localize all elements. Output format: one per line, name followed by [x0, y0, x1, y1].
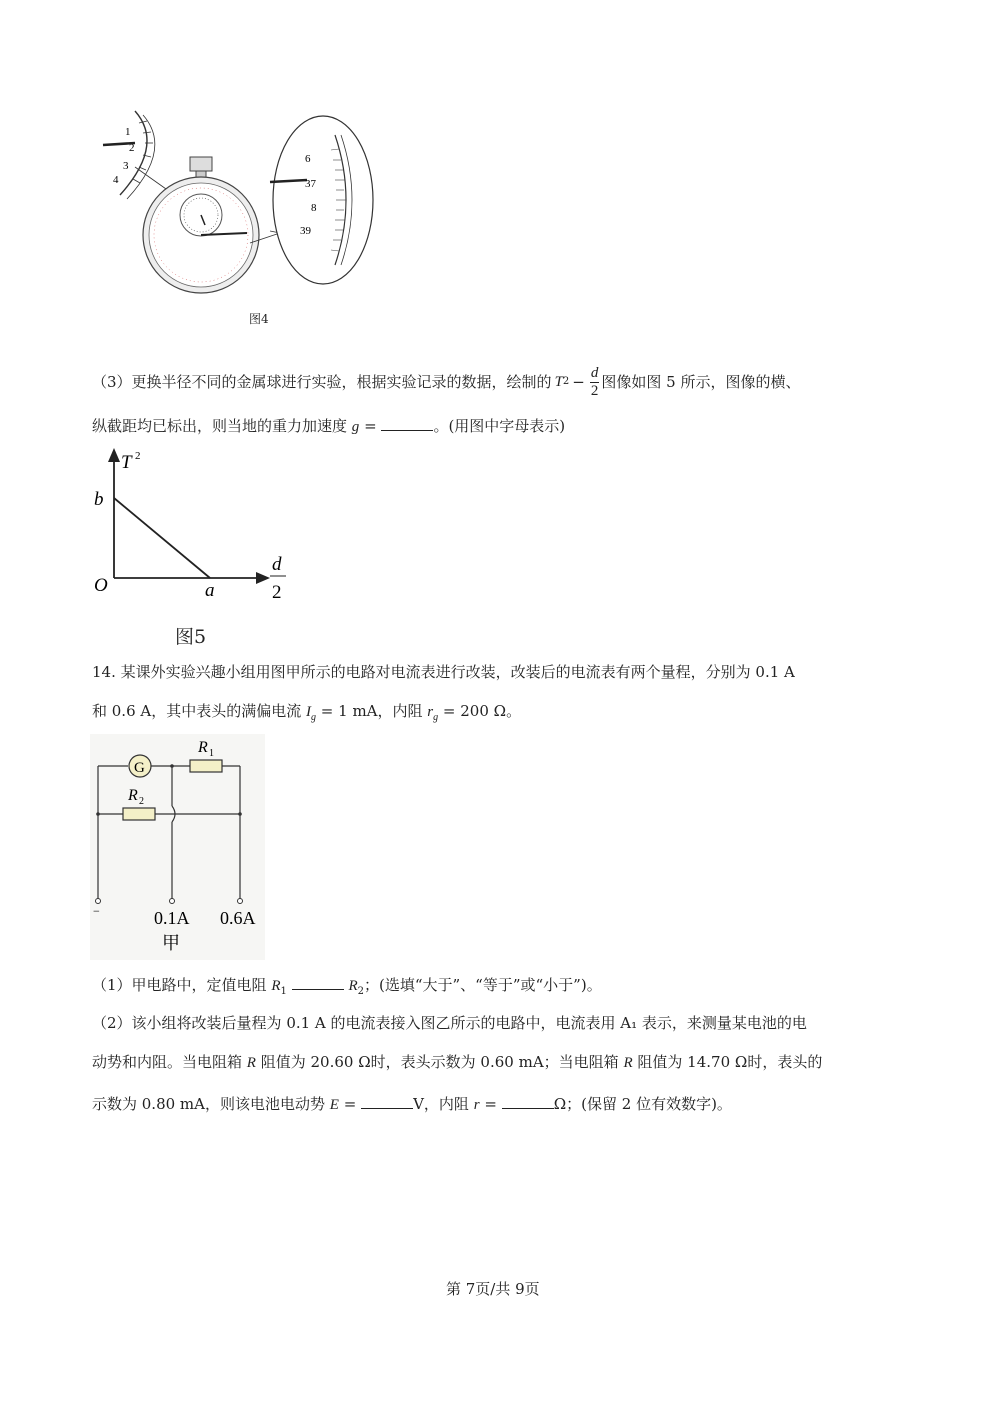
p1-R2: R: [348, 978, 358, 994]
scale-label-1: 1: [125, 126, 131, 138]
R1-label: R: [198, 739, 208, 756]
q14-Ig-sub: g: [311, 712, 317, 723]
figure-5-graph: [88, 448, 298, 608]
p2-line2-b: 阻值为 20.60 Ω时，表头示数为 0.60 mA；当电阻箱: [260, 1053, 619, 1071]
q14-line2-b: = 1 mA，内阻: [320, 702, 423, 720]
p2-R-1: R: [246, 1055, 256, 1071]
q3-text-1: 更换半径不同的金属球进行实验，根据实验记录的数据，绘制的: [131, 372, 552, 391]
q3-line-1: [92, 360, 800, 404]
p2-r-blank[interactable]: [502, 1096, 554, 1109]
figure-4-caption: 图4: [249, 312, 269, 326]
q14-rg-sub: g: [433, 712, 439, 723]
p2-E: E: [329, 1097, 339, 1113]
part-2-line-1: （2）该小组将改装后量程为 0.1 A 的电流表接入图乙所示的电路中，电流表用 A₁ 表示，来测量某电池的电: [92, 1014, 807, 1032]
circuit-caption: 甲: [162, 933, 180, 953]
part-1-line: [92, 977, 602, 997]
q3-g: g: [351, 419, 360, 435]
x-axis-den: 2: [272, 582, 282, 603]
q3-fraction: [590, 365, 600, 399]
q3-T: T: [554, 373, 563, 390]
mag-label-39: 39: [300, 225, 311, 237]
p1-R1-sub: 1: [280, 986, 287, 997]
q14-line2-c: = 200 Ω。: [442, 702, 522, 720]
R1-sub: 1: [209, 748, 214, 759]
q3-label: （3）: [92, 372, 132, 391]
y-axis-exp: 2: [135, 450, 141, 462]
q14-rg: r: [427, 704, 434, 720]
p2-line3-c: Ω；(保留 2 位有效数字)。: [553, 1095, 732, 1113]
q3-answer-blank[interactable]: [381, 418, 433, 431]
mag-label-6: 6: [305, 153, 311, 165]
q3-minus: −: [572, 372, 585, 391]
q3-exp: 2: [562, 376, 570, 387]
q14-Ig: I: [306, 704, 312, 720]
part-2-line-3: [92, 1096, 732, 1113]
origin-label: O: [94, 575, 108, 596]
galvanometer-G: G: [134, 760, 145, 776]
p2-line2-a: 动势和内阻。当电阻箱: [92, 1053, 243, 1071]
circuit-diagram: [90, 734, 265, 960]
q3-line2-b: 。(用图中字母表示): [433, 417, 566, 435]
mag-label-37: 37: [305, 178, 316, 190]
p2-r: r: [473, 1097, 480, 1113]
y-axis-T: T: [121, 452, 132, 473]
q3-frac-den: 2: [590, 382, 599, 399]
p1-answer-blank[interactable]: [292, 977, 344, 990]
p2-eq-2: =: [484, 1095, 497, 1113]
q14-line2-a: 和 0.6 A，其中表头的满偏电流: [92, 702, 302, 720]
page-footer: 第 7页/共 9页: [446, 1280, 540, 1298]
figure-5-caption: 图5: [175, 626, 207, 648]
p2-eq-1: =: [343, 1095, 357, 1113]
p2-line3-a: 示数为 0.80 mA，则该电池电动势: [92, 1095, 325, 1113]
q14-line-1: 14. 某课外实验兴趣小组用图甲所示的电路对电流表进行改装，改装后的电流表有两个量程，分别为 0.1 A: [92, 663, 795, 681]
p2-line2-c: 阻值为 14.70 Ω时，表头的: [637, 1053, 823, 1071]
p2-line3-b: V，内阻: [413, 1095, 469, 1113]
a-label: a: [205, 580, 215, 601]
q3-eq: =: [364, 417, 377, 435]
q3-line-2: [92, 418, 565, 435]
p1-a: （1）甲电路中，定值电阻: [92, 976, 267, 994]
terminal-0-6A: 0.6A: [220, 908, 256, 928]
terminal-minus: −: [93, 904, 100, 918]
scale-label-4: 4: [113, 174, 119, 186]
q3-frac-num: d: [590, 365, 599, 381]
p1-R2-sub: 2: [357, 986, 364, 997]
p2-R-2: R: [623, 1055, 633, 1071]
q14-line-2: [92, 704, 521, 723]
scale-label-2: 2: [129, 142, 135, 154]
p1-R1: R: [271, 978, 281, 994]
q3-line2-a: 纵截距均已标出，则当地的重力加速度: [92, 417, 348, 435]
mag-label-8: 8: [311, 202, 317, 214]
figure-4-stopwatch: [95, 105, 385, 300]
R2-sub: 2: [139, 796, 144, 807]
x-axis-num: d: [272, 554, 282, 575]
part-2-line-2: [92, 1055, 822, 1071]
p1-b: ；(选填“大于”、“等于”或“小于”)。: [363, 976, 602, 994]
R2-label: R: [128, 787, 138, 804]
terminal-0-1A: 0.1A: [154, 908, 190, 928]
b-label: b: [94, 489, 104, 510]
q3-text-2: 图像如图 5 所示，图像的横、: [601, 372, 801, 391]
scale-label-3: 3: [123, 160, 129, 172]
p2-emf-blank[interactable]: [361, 1096, 413, 1109]
